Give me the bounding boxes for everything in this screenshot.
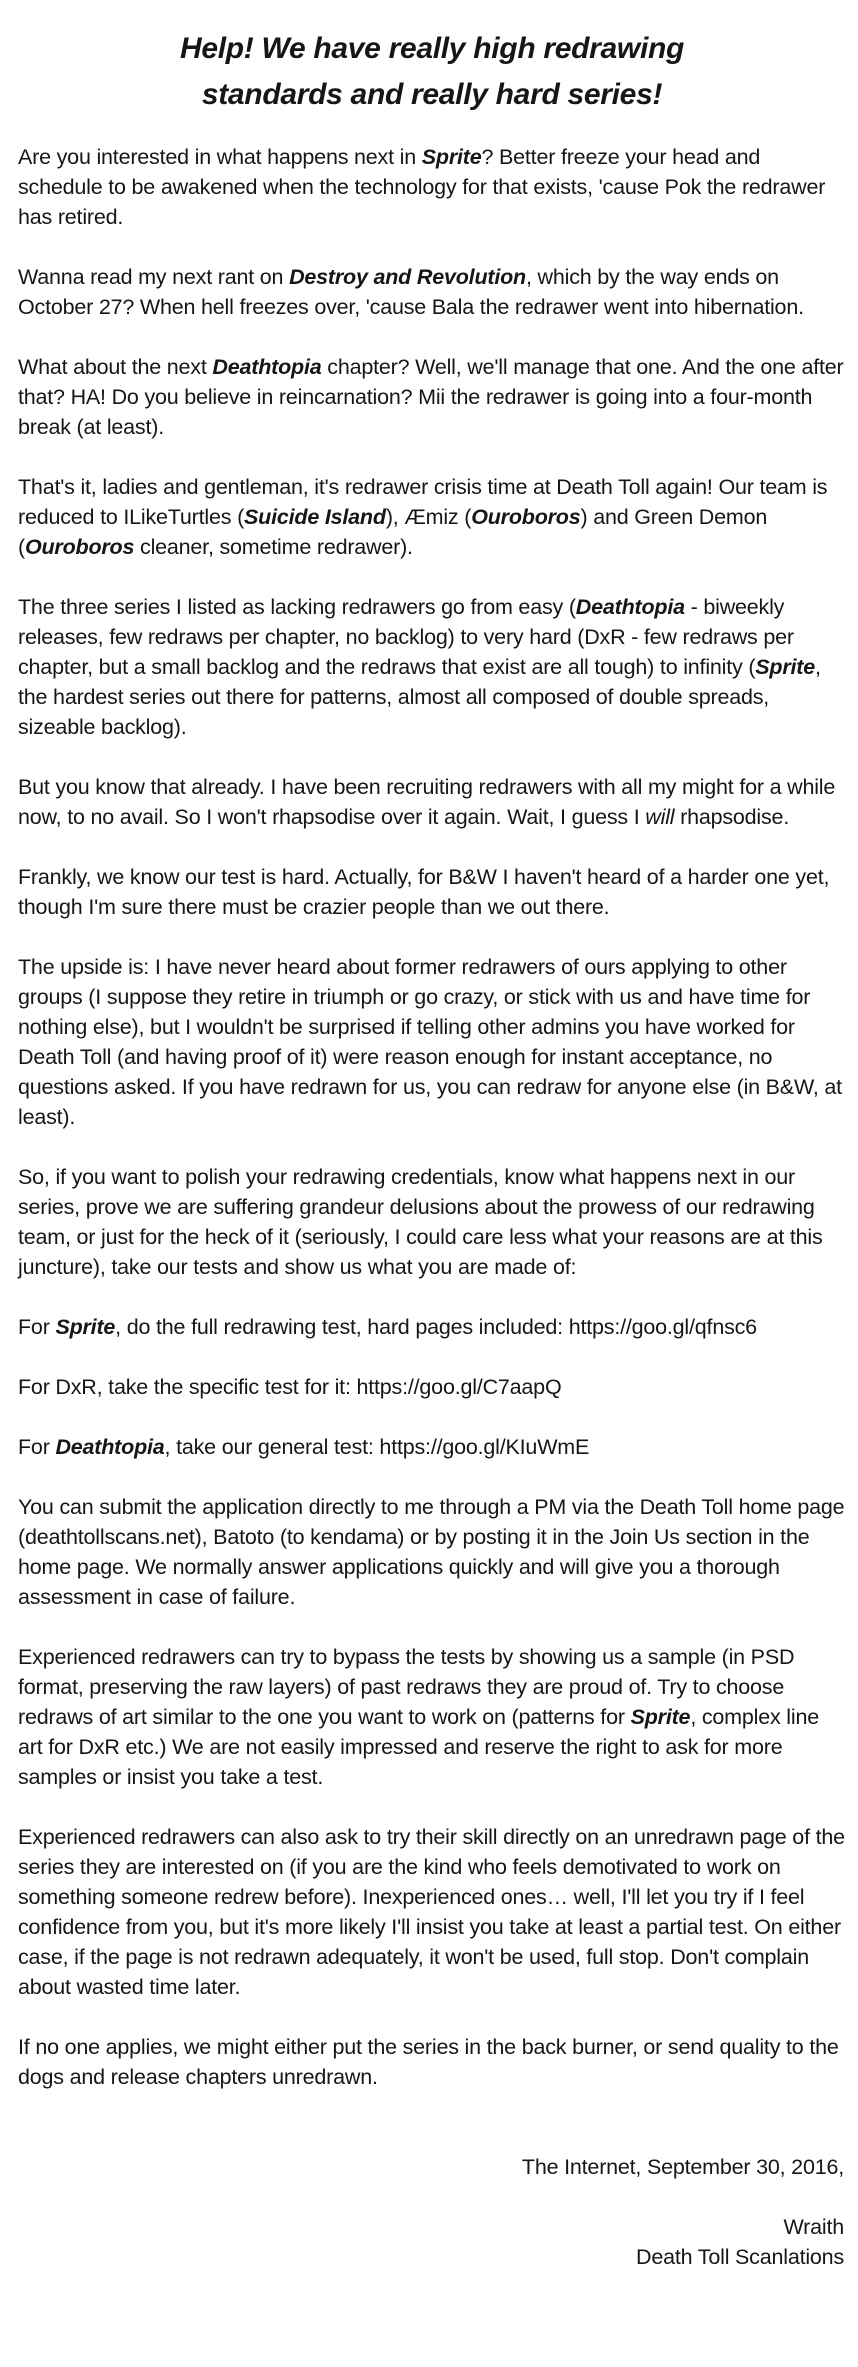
emphasized-text: Destroy and Revolution <box>289 265 526 289</box>
emphasized-text: Ouroboros <box>24 535 135 559</box>
text-run: That's it, ladies and gentleman, it's redrawer crisis time at Death Toll again! Our team is reduced to ILikeTurtles ( <box>18 475 828 529</box>
text-run: , take our general test: https://goo.gl/KIuWmE <box>164 1435 590 1459</box>
body-paragraph-upside <box>18 952 846 1132</box>
text-run: , which by the way ends on October 27? When hell freezes over, 'cause Bala the redrawer went into hibernation. <box>18 265 804 319</box>
text-run: , complex line art for DxR etc.) We are not easily impressed and reserve the right to ask for more samples or insist you take a test. <box>18 1705 819 1789</box>
text-run: But you know that already. I have been recruiting redrawers with all my might for a while now, to no avail. So I won't rhapsodise over it again. Wait, I guess I <box>18 775 836 829</box>
text-run: - biweekly releases, few redraws per chapter, no backlog) to very hard (DxR - few redraws per chapter, but a small backlog and the redraws that exist are all tough) to infinity ( <box>18 595 794 679</box>
text-run: chapter? Well, we'll manage that one. And the one after that? HA! Do you believe in reincarnation? Mii the redrawer is going into a four-month break (at least). <box>18 355 844 439</box>
body-paragraph-recruiting <box>18 772 846 832</box>
emphasized-text: Ouroboros <box>471 505 581 529</box>
body-paragraph-deathtopia-intro <box>18 352 846 442</box>
page-title-line-2: standards and really hard series! <box>201 78 663 111</box>
body-paragraph-deathtopia-test-link <box>18 1432 846 1462</box>
emphasized-text: Sprite <box>755 655 816 679</box>
body-paragraph-sprite-intro <box>18 142 846 232</box>
text-run: Are you interested in what happens next in <box>18 145 422 169</box>
emphasized-text: Deathtopia <box>212 355 322 379</box>
emphasized-text: Suicide Island <box>244 505 386 529</box>
text-run: You can submit the application directly to me through a PM via the Death Toll home page (deathtollscans.net), Batoto (to kendama) or by posting it in the Join Us section in the home page. We normally answer applications quickly and will give you a thorough assessment in case of failure. <box>18 1495 845 1609</box>
text-run: For <box>18 1435 56 1459</box>
body-paragraph-application-submission <box>18 1492 846 1612</box>
emphasized-text: Sprite <box>421 145 482 169</box>
body-paragraph-dxr-intro <box>18 262 846 322</box>
emphasized-text: Deathtopia <box>55 1435 165 1459</box>
body-paragraph-bypass-tests <box>18 1642 846 1792</box>
body-paragraph-no-applicants <box>18 2032 846 2092</box>
emphasized-text: will <box>645 805 675 829</box>
body-paragraph-test-difficulty <box>18 862 846 922</box>
body-paragraph-series-difficulty <box>18 592 846 742</box>
text-run: , the hardest series out there for patterns, almost all composed of double spreads, sizeable backlog). <box>18 655 821 739</box>
text-run: For DxR, take the specific test for it: https://goo.gl/C7aapQ <box>18 1375 562 1399</box>
text-run: If no one applies, we might either put the series in the back burner, or send quality to the dogs and release chapters unredrawn. <box>18 2035 839 2089</box>
text-run: Wanna read my next rant on <box>18 265 290 289</box>
text-run: , do the full redrawing test, hard pages included: https://goo.gl/qfnsc6 <box>115 1315 757 1339</box>
text-run: ), Æmiz ( <box>385 505 472 529</box>
text-run: For <box>18 1315 56 1339</box>
signoff-group: Death Toll Scanlations <box>636 2245 844 2269</box>
text-run: What about the next <box>18 355 213 379</box>
body-paragraph-sprite-test-link <box>18 1312 846 1342</box>
body-paragraph-skill-trial <box>18 1822 846 2002</box>
emphasized-text: Sprite <box>630 1705 691 1729</box>
body-paragraph-team-status <box>18 472 846 562</box>
signoff-author: Wraith <box>783 2215 844 2239</box>
text-run: Frankly, we know our test is hard. Actually, for B&W I haven't heard of a harder one yet, though I'm sure there must be crazier people than we out there. <box>18 865 830 919</box>
body-paragraph-call-to-action <box>18 1162 846 1282</box>
body-paragraph-dxr-test-link <box>18 1372 846 1402</box>
text-run: The upside is: I have never heard about former redrawers of ours applying to other groups (I suppose they retire in triumph or go crazy, or stick with us and have time for nothing else), but I wouldn't be surprised if telling other admins you have worked for Death Toll (and having proof of it) were reason enough for instant acceptance, no questions asked. If you have redrawn for us, you can redraw for anyone else (in B&W, at least). <box>18 955 842 1129</box>
text-run: ? Better freeze your head and schedule to be awakened when the technology for that exists, 'cause Pok the redrawer has retired. <box>18 145 826 229</box>
signoff-date: The Internet, September 30, 2016, <box>521 2155 844 2179</box>
text-run: The three series I listed as lacking redrawers go from easy ( <box>18 595 576 619</box>
page-title <box>18 26 846 118</box>
page-title-line-1: Help! We have really high redrawing <box>179 32 685 65</box>
emphasized-text: Deathtopia <box>575 595 685 619</box>
text-run: ) and Green Demon ( <box>18 505 768 559</box>
text-run: cleaner, sometime redrawer). <box>134 535 413 559</box>
text-run: Experienced redrawers can try to bypass the tests by showing us a sample (in PSD format, preserving the raw layers) of past redraws they are proud of. Try to choose redraws of art similar to the one you want to work on (patterns for <box>18 1645 795 1729</box>
emphasized-text: Sprite <box>55 1315 116 1339</box>
text-run: So, if you want to polish your redrawing credentials, know what happens next in our series, prove we are suffering grandeur delusions about the prowess of our redrawing team, or just for the heck of it (seriously, I could care less what your reasons are at this juncture), take our tests and show us what you are made of: <box>18 1165 823 1279</box>
text-run: Experienced redrawers can also ask to try their skill directly on an unredrawn page of the series they are interested on (if you are the kind who feels demotivated to work on something someone redrew before). Inexperienced ones… well, I'll let you try if I feel confidence from you, but it's more likely I'll insist you take at least a partial test. On either case, if the page is not redrawn adequately, it won't be used, full stop. Don't complain about wasted time later. <box>18 1825 845 1999</box>
signoff-block <box>18 2152 846 2272</box>
text-run: rhapsodise. <box>674 805 790 829</box>
